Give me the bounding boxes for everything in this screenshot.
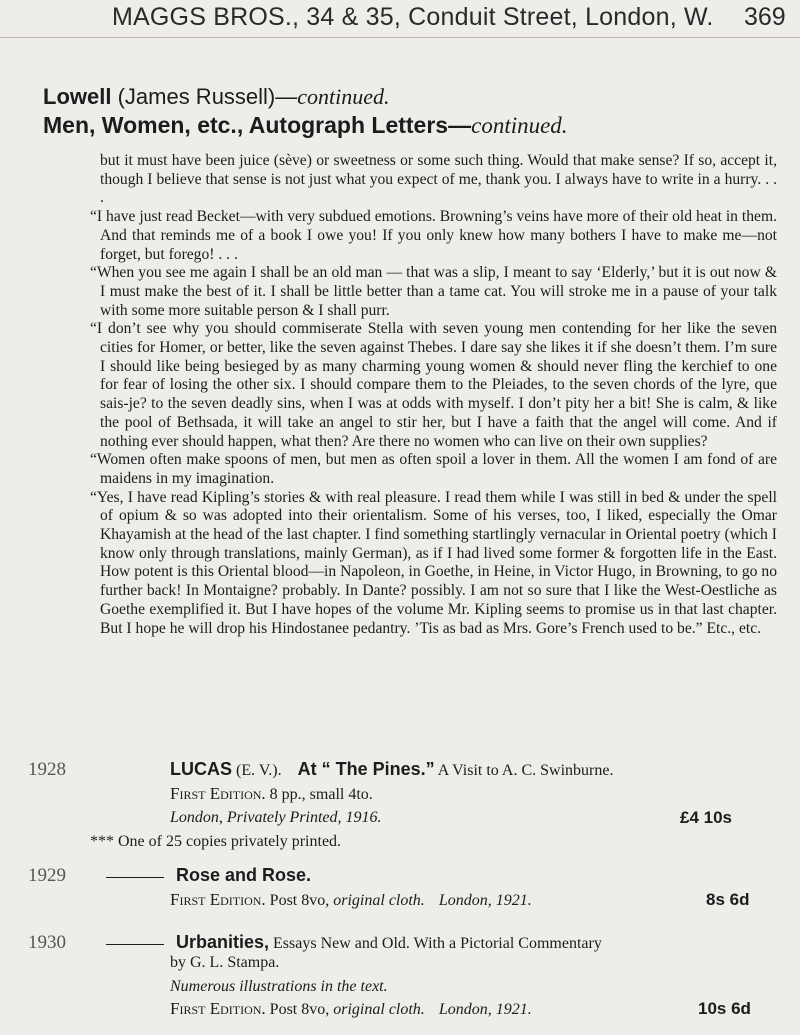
lot-title-line	[100, 933, 602, 953]
ditto-dash	[106, 877, 164, 879]
lot-subtitle-line: by G. L. Stampa.	[170, 954, 280, 971]
paragraph: “When you see me again I shall be an old man — that was a slip, I meant to say ‘Elderly,’ but it is out now & I must make the best of it. I shall be little better than a tame cat. You will stroke me in a pause of your talk with some more suitable person & I shall purr.	[90, 264, 777, 319]
paragraph: “I have just read Becket—with very subdued emotions. Browning’s veins have more of their old heat in them. And that reminds me of a book I owe you! If you only knew how many bothers I have to make me—not forget, but forego! . . .	[90, 208, 777, 263]
lot-edition: First Edition.	[170, 999, 266, 1018]
lot-format: Post 8vo,	[265, 1001, 334, 1018]
lot-title: Urbanities,	[176, 932, 270, 952]
lot-title: At “ The Pines.”	[297, 759, 435, 779]
lot-number: 1930	[28, 932, 66, 953]
lot-title-line	[100, 866, 311, 886]
lot-format: 8 pp., small 4to.	[265, 786, 373, 803]
section-title: Men, Women, etc., Autograph Letters—	[43, 112, 472, 138]
ditto-dash	[106, 944, 164, 946]
lot-imprint: London, 1921.	[438, 1001, 532, 1018]
header-rule	[0, 37, 800, 38]
lot-subtitle: A Visit to A. C. Swinburne.	[434, 762, 614, 779]
lot-edition-line	[170, 784, 373, 804]
lot-author: LUCAS	[170, 759, 232, 779]
lot-author-initials: (E. V.).	[232, 762, 282, 779]
lot-title: Rose and Rose.	[176, 865, 312, 885]
lot-illustrations	[170, 977, 388, 996]
lot-binding: original cloth.	[333, 1001, 425, 1018]
paragraph: “Yes, I have read Kipling’s stories & with real pleasure. I read them while I was still in bed & under the spell of opium & so was adopted into their orientalism. Some of his verses, too, I liked, especially the Omar Khayamish at the head of the last chapter. I find something startlingly vernacular in Oriental poetry (which I know only through translations, mainly German), as if I had lived some former & forgotten life in the East. How potent is this Oriental blood—in Napoleon, in Goethe, in Heine, in Victor Hugo, in Browning, to go no further back! In Montaigne? probably. In Dante? possibly. I am not so sure that I like the West-Oestliche as Goethe exemplified it. But I have hopes of the volume Mr. Kipling seems to promise us in that last chapter. But I hope he will drop his Hindostanee pedantry. ’Tis as bad as Mrs. Gore’s French used to be.” Etc., etc.	[90, 488, 777, 637]
author-detail: (James Russell)—	[111, 84, 298, 109]
author-name: Lowell	[43, 84, 112, 109]
lot-imprint: London, 1921.	[438, 892, 532, 909]
section-heading	[43, 112, 568, 139]
lot-subtitle: Essays New and Old. With a Pictorial Commentary	[269, 935, 602, 952]
letter-excerpts	[90, 152, 777, 638]
lot-note: *** One of 25 copies privately printed.	[90, 833, 342, 850]
lot-price: 8s 6d	[706, 890, 750, 909]
lot-price: 10s 6d	[698, 999, 751, 1018]
lot-title-line	[170, 760, 613, 780]
lot-binding: original cloth.	[333, 892, 425, 909]
lot-edition: First Edition.	[170, 890, 266, 909]
lot-edition-line	[170, 999, 532, 1019]
continued-label: continued.	[297, 84, 390, 109]
lot-imprint-line	[170, 808, 382, 827]
section-continued-label: continued.	[471, 113, 568, 138]
lot-number: 1929	[28, 865, 66, 886]
publisher-line: MAGGS BROS., 34 & 35, Conduit Street, London, W.	[112, 3, 714, 31]
author-heading	[43, 84, 390, 110]
lot-imprint: London, Privately Printed, 1916.	[170, 809, 382, 826]
lot-edition-line	[170, 890, 532, 910]
paragraph: but it must have been juice (sève) or sweetness or some such thing. Would that make sense? If so, accept it, though I believe that sense is not just what you expect of me, thank you. I always have to write in a hurry. . . .	[100, 152, 777, 207]
lot-edition: First Edition.	[170, 784, 266, 803]
page-number: 369	[744, 3, 786, 31]
lot-illus-note: Numerous illustrations in the text.	[170, 978, 388, 995]
paragraph: “Women often make spoons of men, but men as often spoil a lover in them. All the women I am fond of are maidens in my imagination.	[90, 451, 777, 487]
lot-price: £4 10s	[680, 808, 732, 827]
lot-format: Post 8vo,	[265, 892, 334, 909]
paragraph: “I don’t see why you should commiserate Stella with seven young men contending for her like the seven cities for Homer, or better, like the seven against Thebes. I dare say she likes it if she doesn’t them. I’m sure I should like being besieged by as many charming young women & should never fling the kerchief to one for fear of losing the other six. I should compare them to the Pleiades, to the seven chords of the lyre, que sais-je? to the seven deadly sins, when I was at odds with myself. I don’t pity her a bit! She is calm, & like the pool of Bethsada, it will take an angel to stir her, but I have a faith that the angel will come. And if nothing ever should happen, what then? Are there no women who can live on their own supplies?	[90, 320, 777, 450]
lot-number: 1928	[28, 759, 66, 780]
